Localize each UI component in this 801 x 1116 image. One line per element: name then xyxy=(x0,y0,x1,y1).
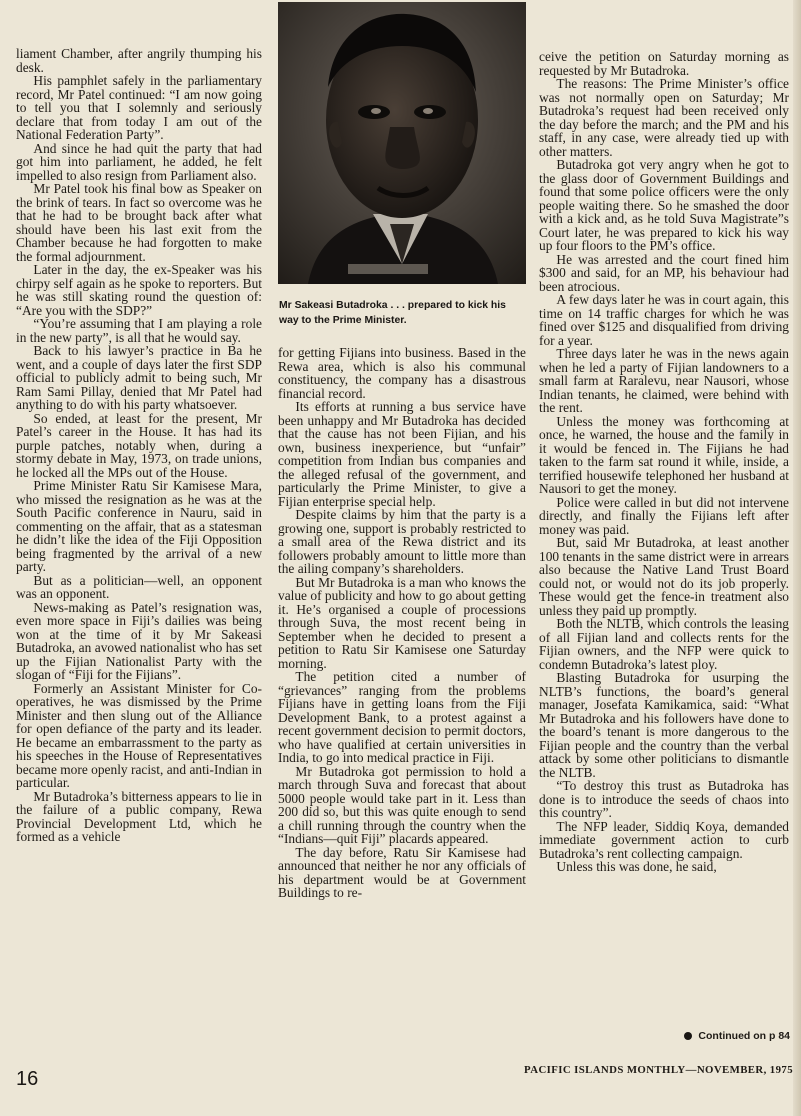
paragraph: And since he had quit the party that had got him into parliament, he added, he felt impelled to also resign from Parliament also. xyxy=(16,140,262,183)
paragraph: Despite claims by him that the party is a growing one, support is probably restricted to a small area of the Rewa district and its followers probably amount to little more than the ailing company’s shareholders. xyxy=(278,507,526,576)
paragraph: Unless the money was forthcoming at once, he warned, the house and the family in it would be fenced in. The Fijians he had taken to the farm sat round it while, inside, a terrified housewife telephoned her husband at Nausori to get the money. xyxy=(539,413,789,496)
paragraph: Prime Minister Ratu Sir Kamisese Mara, who missed the resignation as he was at the South Pacific conference in Nauru, said in commenting on the affair, that as a statesman he didn’t like the idea of the Fiji Opposition being fragmented by the arrival of a new party. xyxy=(16,478,262,574)
paragraph: Three days later he was in the news again when he led a party of Fijian landowners to a small farm at Raralevu, near Nausori, whose Indian tenants, he claimed, were behind with the rent. xyxy=(539,346,789,415)
paragraph: The NFP leader, Siddiq Koya, demanded immediate government action to curb Butadroka’s rent collecting campaign. xyxy=(539,818,789,861)
paragraph: The reasons: The Prime Minister’s office was not normally open on Saturday; Mr Butadroka’s request had been received only the day before the march; and the PM and his staff, in any case, were already tied up with other matters. xyxy=(539,76,789,159)
paragraph: Blasting Butadroka for usurping the NLTB’s functions, the board’s general manager, Josefata Kamikamica, said: “What Mr Butadroka and his followers have done to the board’s tenant is more dangerous to the Fijian people and the country than the verbal attack by some other politicians to dismantle the NLTB. xyxy=(539,670,789,780)
paragraph: Unless this was done, he said, xyxy=(556,859,717,874)
article-column-3 xyxy=(539,50,789,1035)
article-column-1 xyxy=(16,47,262,1037)
page-edge-shadow xyxy=(793,0,801,1116)
paragraph: “You’re assuming that I am playing a role in the new party”, is all that he would say. xyxy=(16,316,262,345)
paragraph: Police were called in but did not intervene directly, and finally the Fijians left after money was paid. xyxy=(539,494,789,537)
continued-note xyxy=(618,1030,790,1042)
paragraph: for getting Fijians into business. Based in the Rewa area, which is also his communal constituency, the company has a disastrous financial record. xyxy=(278,345,526,401)
paragraph: ceive the petition on Saturday morning as requested by Mr Butadroka. xyxy=(539,49,789,78)
portrait-photo xyxy=(278,2,526,284)
paragraph: Later in the day, the ex-Speaker was his chirpy self again as he spoke to reporters. But he was still skating round the question of: “Are you with the SDP?” xyxy=(16,262,262,318)
page-number: 16 xyxy=(16,1068,39,1090)
paragraph: “To destroy this trust as Butadroka has done is to introduce the seeds of chaos into this country”. xyxy=(539,778,789,820)
paragraph: But, said Mr Butadroka, at least another 100 tenants in the same district were in arrears also because the Native Land Trust Board could not, or would not do its job properly. These would get the fence-in treatment also unless they paid up promptly. xyxy=(539,535,789,618)
paragraph: He was arrested and the court fined him $300 and said, for an MP, his behaviour had been atrocious. xyxy=(539,251,789,294)
paragraph: Butadroka got very angry when he got to the glass door of Government Buildings and found that some police officers were the only people waiting there. So he smashed the door with a kick and, as he told Suva Magistrate”s Court later, he was prepared to kick his way up four floors to the PM’s office. xyxy=(539,157,789,253)
paragraph: News-making as Patel’s resignation was, even more space in Fiji’s dailies was being won at the time of it by Mr Sakeasi Butadroka, an avowed nationalist who has set up the Fijian Nationalist Party with the slogan of “Fiji for the Fijians”. xyxy=(16,599,262,682)
paragraph: Its efforts at running a bus service have been unhappy and Mr Butadroka has decided that the cause has not been Fijian, and his own, business inexperience, but “unfair” competition from Indian bus companies and the alleged refusal of the government, and particularly the Prime Minister, to give a Fijian enterprise special help. xyxy=(278,399,526,509)
paragraph: Mr Patel took his final bow as Speaker on the brink of tears. In fact so overcome was he that he had to be brought back after what should have been his last exit from the Chamber because he had forgotten to make the formal adjournment. xyxy=(16,181,262,264)
paragraph: But as a politician—well, an opponent was an opponent. xyxy=(16,572,262,601)
paragraph: Both the NLTB, which controls the leasing of all Fijian land and collects rents for the Fijian owners, and the NFP were quick to condemn Butadroka’s latest ploy. xyxy=(539,616,789,672)
paragraph: The petition cited a number of “grievances” ranging from the problems Fijians have in getting loans from the Fiji Development Bank, to a protest against a recent government decision to permit doctors, who have qualified at certain universities in India, to go into medical practice in Fiji. xyxy=(278,669,526,765)
paragraph: Mr Butadroka got permission to hold a march through Suva and forecast that about 5000 people would take part in it. Less than 200 did so, but this was quite enough to send a chill running through the country when the “Indians—quit Fiji” placards appeared. xyxy=(278,763,526,846)
bullet-icon xyxy=(684,1032,692,1040)
paragraph: Back to his lawyer’s practice in Ba he went, and a couple of days later the first SDP official to publicly admit to being such, Mr Ram Sami Pillay, denied that Mr Patel had anything to do with his party whatsoever. xyxy=(16,343,262,412)
paragraph: But Mr Butadroka is a man who knows the value of publicity and how to go about getting it. He’s organised a couple of processions through Suva, the most recent being in September when he decided to present a petition to Ratu Sir Kamisese one Saturday morning. xyxy=(278,574,526,671)
paragraph: Formerly an Assistant Minister for Co-operatives, he was dismissed by the Prime Minister and then slung out of the Alliance for open defiance of the party and its leader. He became an embarrassment to the party as his speeches in the House of Representatives became more openly racist, and anti-Indian in particular. xyxy=(16,680,262,790)
paragraph: The day before, Ratu Sir Kamisese had announced that neither he nor any officials of his department would be at Government Buildings to re- xyxy=(278,844,526,900)
paragraph: liament Chamber, after angrily thumping his desk. xyxy=(16,46,262,75)
paragraph: So ended, at least for the present, Mr Patel’s career in the House. It has had its purple patches, notably when, during a stormy debate in May, 1973, on trade unions, he locked all the MPs out of the House. xyxy=(16,410,262,480)
paragraph: Mr Butadroka’s bitterness appears to lie in the failure of a public company, Rewa Provincial Development Ltd, which he formed as a vehicle xyxy=(16,788,262,844)
publication-footer: PACIFIC ISLANDS MONTHLY—NOVEMBER, 1975 xyxy=(524,1064,793,1076)
portrait-illustration xyxy=(278,2,526,284)
paragraph: A few days later he was in court again, this time on 14 traffic charges for which he was fined over $125 and disqualified from driving for a year. xyxy=(539,292,789,348)
continued-label: Continued on p 84 xyxy=(698,1030,790,1042)
photo-caption: Mr Sakeasi Butadroka . . . prepared to kick his way to the Prime Minister. xyxy=(279,300,506,326)
paragraph: His pamphlet safely in the parliamentary record, Mr Patel continued: “I am now going to tell you that I solemnly and seriously declare that from today I am out of the National Federation Party”. xyxy=(16,73,262,142)
article-column-2 xyxy=(278,346,526,1056)
